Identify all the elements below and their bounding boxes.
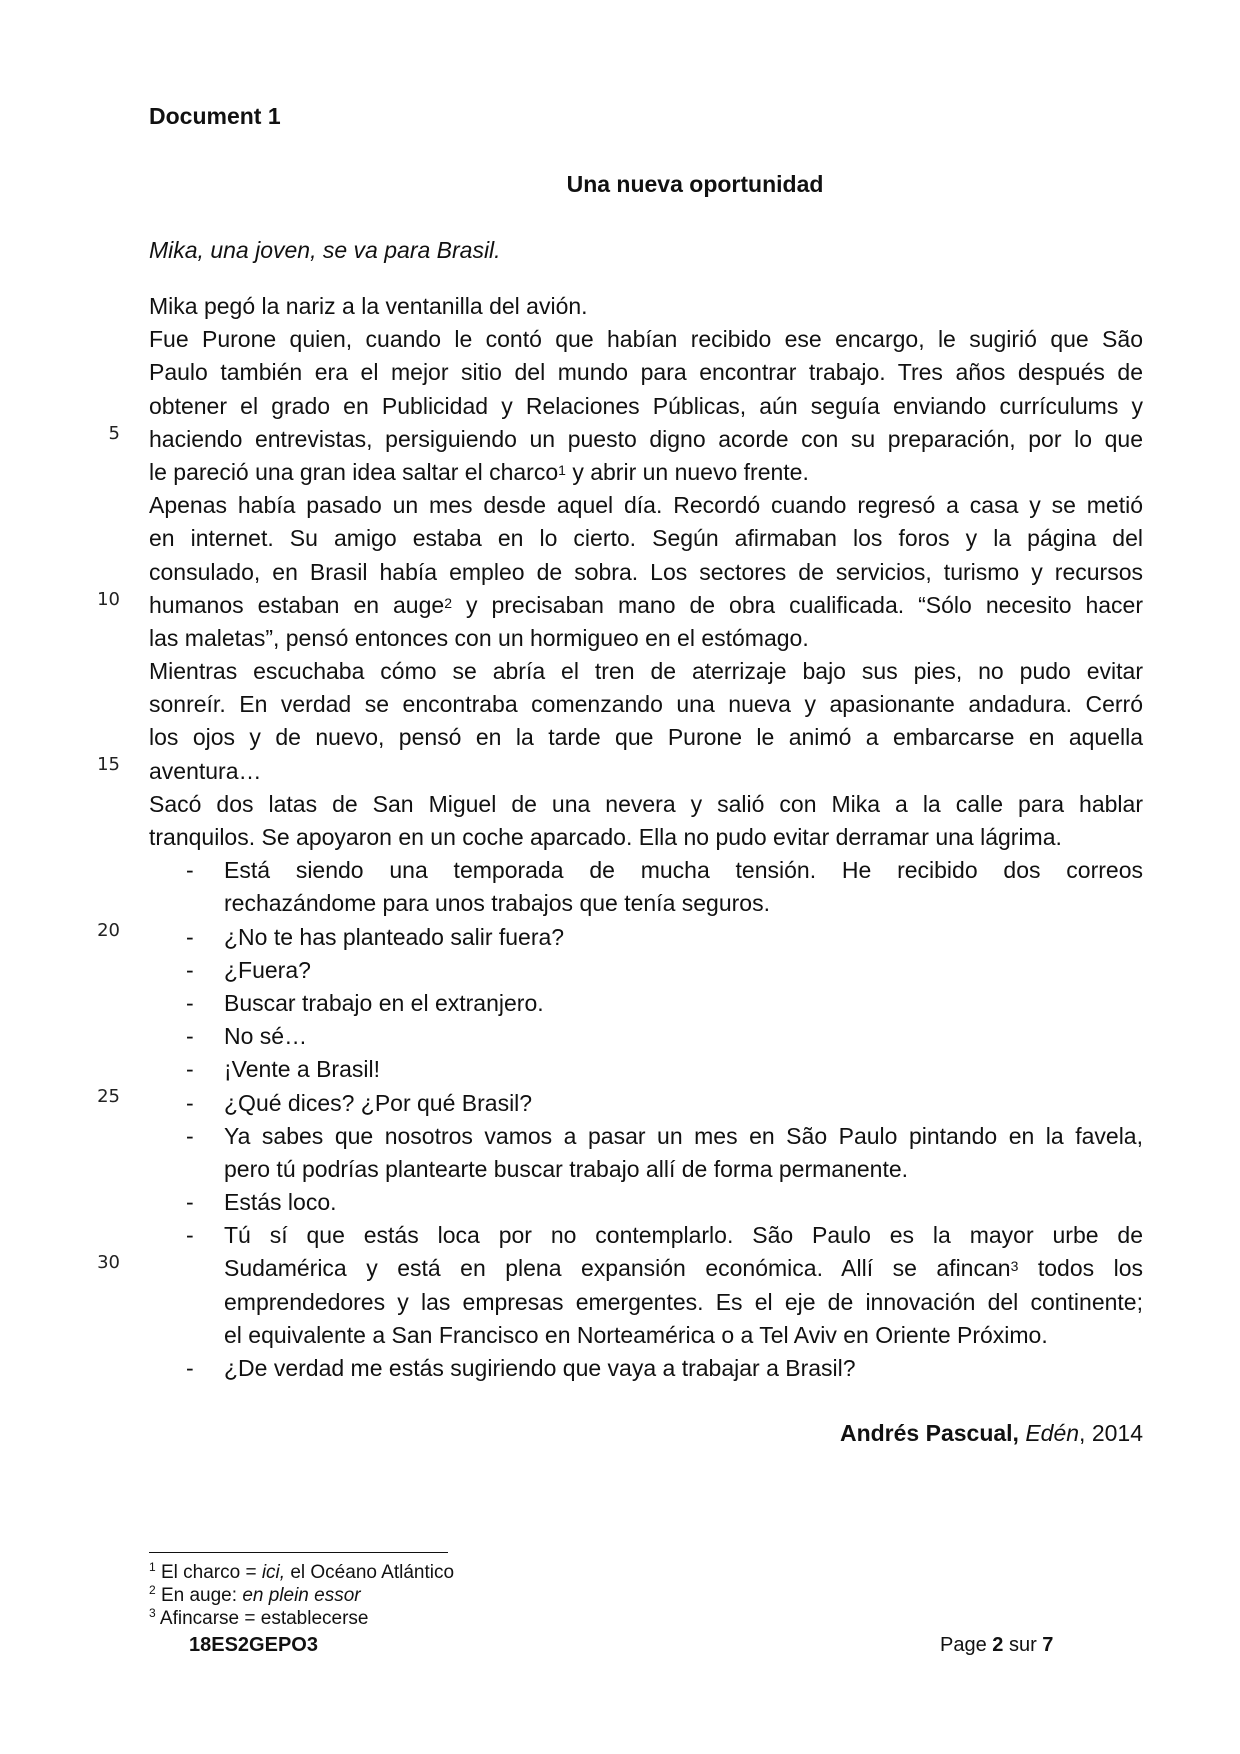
footnote-ref-1: 1	[558, 461, 566, 478]
dialogue-line: - Ya sabes que nosotros vamos a pasar un mes en São Paulo pintando en la favela,	[149, 1120, 1143, 1153]
footnote-separator	[149, 1552, 448, 1553]
text-line: consulado, en Brasil había empleo de sobra. Los sectores de servicios, turismo y recursos	[149, 558, 1143, 585]
exam-code: 18ES2GEPO3	[189, 1634, 318, 1656]
line-number-25: 25	[97, 1086, 120, 1107]
text-line: los ojos y de nuevo, pensó en la tarde que Purone le animó a embarcarse en aquella	[149, 724, 1143, 751]
dialogue-dash: -	[186, 1222, 194, 1249]
text-line: Mika pegó la nariz a la ventanilla del avión.	[149, 293, 588, 319]
document-label: Document 1	[149, 103, 281, 129]
line-number-10: 10	[97, 589, 120, 610]
text-line: en internet. Su amigo estaba en lo cierto. Según afirmaban los foros y la página del	[149, 525, 1143, 552]
source-citation	[840, 1420, 1143, 1447]
dialogue-continuation: emprendedores y las empresas emergentes. Es el eje de innovación del continente;	[224, 1288, 1143, 1315]
source-author: Andrés Pascual,	[839, 1420, 1019, 1446]
text-title: Una nueva oportunidad	[566, 171, 824, 197]
intro-sentence: Mika, una joven, se va para Brasil.	[149, 237, 501, 263]
line-number-5: 5	[108, 423, 120, 444]
text-line: Mientras escuchaba cómo se abría el tren de aterrizaje bajo sus pies, no pudo evitar	[149, 658, 1143, 685]
text-line: Fue Purone quien, cuando le contó que habían recibido ese encargo, le sugirió que São	[149, 326, 1143, 353]
dialogue-line: - ¡Vente a Brasil!	[149, 1053, 1143, 1086]
dialogue-line: - No sé…	[149, 1020, 1143, 1053]
text-line: Sacó dos latas de San Miguel de una nevera y salió con Mika a la calle para hablar	[149, 790, 1143, 817]
dialogue-continuation: rechazándome para unos trabajos que tenía seguros.	[224, 890, 770, 917]
text-line: Paulo también era el mejor sitio del mundo para encontrar trabajo. Tres años después de	[149, 359, 1143, 386]
footnote-ref-2: 2	[444, 594, 452, 611]
dialogue-dash: -	[186, 1122, 194, 1149]
line-number-15: 15	[97, 754, 120, 775]
footnote-3: $^3$ Afincarse = establecerse	[149, 1606, 369, 1629]
source-work: Edén	[1025, 1420, 1080, 1446]
dialogue-dash: -	[186, 989, 194, 1016]
dialogue-line: - Estás loco.	[149, 1186, 1143, 1219]
line-number-20: 20	[97, 920, 120, 941]
dialogue-dash: -	[186, 923, 194, 950]
dialogue-dash: -	[186, 1355, 194, 1381]
footnote-1: $^1$ El charco = ici, el Océano Atlántico	[149, 1560, 455, 1583]
dialogue-dash: -	[186, 1089, 194, 1116]
dialogue-dash: -	[186, 1023, 194, 1050]
dialogue-continuation: el equivalente a San Francisco en Norteamérica o a Tel Aviv en Oriente Próximo.	[224, 1321, 1048, 1348]
dialogue-dash: -	[186, 956, 194, 983]
text-line: haciendo entrevistas, persiguiendo un puesto digno acorde con su preparación, por lo que	[149, 425, 1143, 452]
text-line: Apenas había pasado un mes desde aquel día. Recordó cuando regresó a casa y se metió	[149, 492, 1143, 519]
text-line: humanos estaban en auge$^2$ y precisaban mano de obra cualificada. “Sólo necesito hacer	[149, 591, 1144, 618]
dialogue-line: - ¿Fuera?	[149, 954, 1143, 987]
dialogue-line: - Está siendo una temporada de mucha tensión. He recibido dos correos	[149, 854, 1143, 887]
main-text	[149, 290, 1143, 1385]
footnote-ref-3: 3	[1010, 1258, 1019, 1275]
text-line: sonreír. En verdad se encontraba comenzando una nueva y apasionante andadura. Cerró	[149, 691, 1143, 718]
text-line: le pareció una gran idea saltar el charco$^1$ y abrir un nuevo frente.	[149, 458, 809, 485]
dialogue-line: - ¿No te has planteado salir fuera?	[149, 921, 1143, 954]
dialogue-line: - Buscar trabajo en el extranjero.	[149, 987, 1143, 1020]
footnote-2: $^2$ En auge: en plein essor	[149, 1583, 361, 1606]
dialogue-line: - Tú sí que estás loca por no contemplarlo. São Paulo es la mayor urbe de	[149, 1219, 1143, 1252]
line-number-30: 30	[97, 1252, 120, 1273]
dialogue-continuation: Sudamérica y está en plena expansión económica. Allí se afincan$^3$ todos los	[224, 1255, 1143, 1282]
text-line: tranquilos. Se apoyaron en un coche aparcado. Ella no pudo evitar derramar una lágrima.	[149, 824, 1062, 850]
dialogue-line: - ¿De verdad me estás sugiriendo que vaya a trabajar a Brasil?	[149, 1352, 1143, 1385]
dialogue-dash: -	[186, 857, 194, 884]
text-line: obtener el grado en Publicidad y Relaciones Públicas, aún seguía enviando currículums y	[149, 392, 1143, 419]
dialogue-dash: -	[186, 1056, 194, 1083]
source-year: , 2014	[1079, 1420, 1143, 1446]
text-line: las maletas”, pensó entonces con un hormigueo en el estómago.	[149, 624, 809, 651]
dialogue-continuation: pero tú podrías plantearte buscar trabajo allí de forma permanente.	[224, 1155, 909, 1182]
page-number: Page 2 sur 7	[940, 1634, 1054, 1656]
text-line: aventura…	[149, 757, 262, 784]
dialogue-line: - ¿Qué dices? ¿Por qué Brasil?	[149, 1087, 1143, 1120]
dialogue-dash: -	[186, 1189, 194, 1216]
